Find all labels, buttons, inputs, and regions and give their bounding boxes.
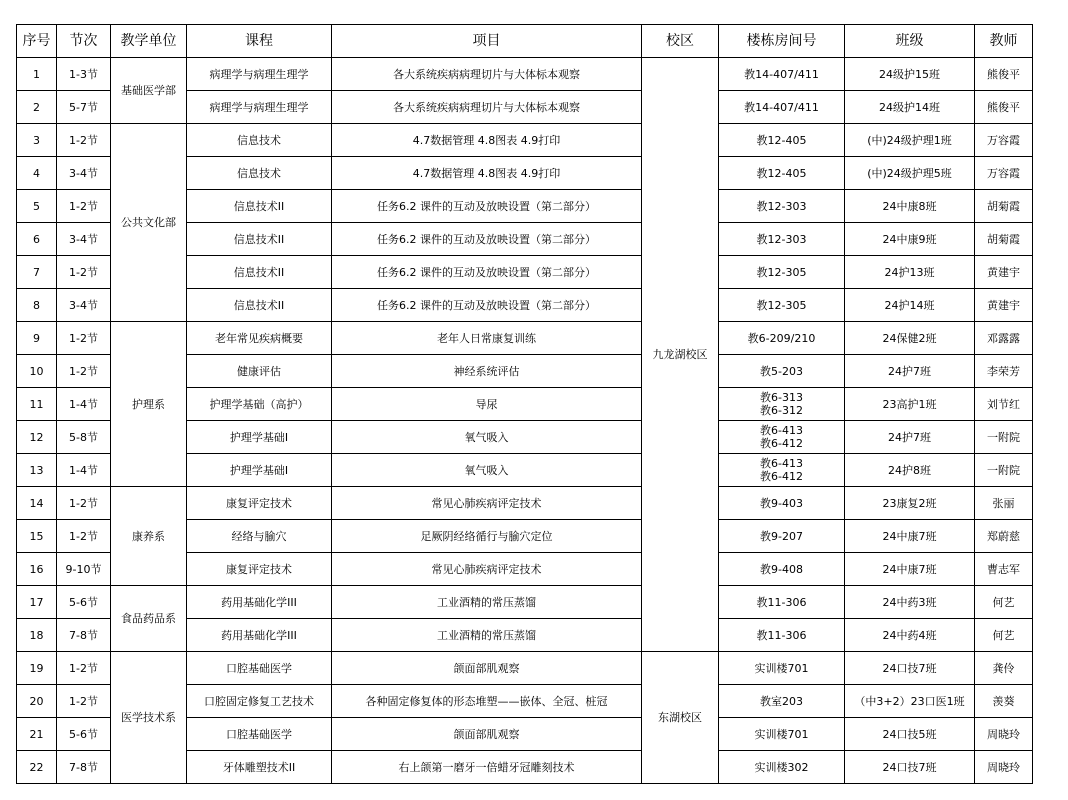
row-item: 任务6.2 课件的互动及放映设置（第二部分） [332, 190, 642, 223]
row-jie: 3-4节 [57, 157, 111, 190]
row-teacher: 胡菊霞 [975, 223, 1033, 256]
header-cell-class: 班级 [845, 25, 975, 58]
row-jie: 5-7节 [57, 91, 111, 124]
header-cell-teacher: 教师 [975, 25, 1033, 58]
row-class: 24中康7班 [845, 553, 975, 586]
row-item: 任务6.2 课件的互动及放映设置（第二部分） [332, 223, 642, 256]
row-course: 病理学与病理生理学 [187, 58, 332, 91]
header-cell-no: 序号 [17, 25, 57, 58]
table-row [17, 58, 1033, 91]
row-jie: 5-6节 [57, 718, 111, 751]
row-teacher: 一附院 [975, 421, 1033, 454]
row-item: 常见心肺疾病评定技术 [332, 553, 642, 586]
row-teacher: 李荣芳 [975, 355, 1033, 388]
row-room [719, 388, 845, 421]
table-row [17, 124, 1033, 157]
row-no: 11 [17, 388, 57, 421]
row-class: 24级护14班 [845, 91, 975, 124]
row-teacher: 何艺 [975, 619, 1033, 652]
row-class: 24护14班 [845, 289, 975, 322]
row-course: 老年常见疾病概要 [187, 322, 332, 355]
row-course: 信息技术II [187, 190, 332, 223]
row-unit: 康养系 [111, 487, 187, 586]
row-item: 4.7数据管理 4.8图表 4.9打印 [332, 157, 642, 190]
room-line: 教6-313 [760, 391, 803, 404]
row-no: 17 [17, 586, 57, 619]
room-line: 教6-412 [760, 470, 803, 483]
row-course: 信息技术II [187, 223, 332, 256]
row-class: 24中药4班 [845, 619, 975, 652]
row-unit: 医学技术系 [111, 652, 187, 784]
row-unit: 护理系 [111, 322, 187, 487]
row-room: 教12-405 [719, 157, 845, 190]
row-no: 5 [17, 190, 57, 223]
row-teacher: 黄建宇 [975, 289, 1033, 322]
row-no: 19 [17, 652, 57, 685]
row-course: 康复评定技术 [187, 553, 332, 586]
row-room: 教9-403 [719, 487, 845, 520]
row-no: 22 [17, 751, 57, 784]
table-row [17, 652, 1033, 685]
row-jie: 9-10节 [57, 553, 111, 586]
row-no: 15 [17, 520, 57, 553]
row-teacher: 张丽 [975, 487, 1033, 520]
row-unit: 食品药品系 [111, 586, 187, 652]
row-course: 药用基础化学III [187, 586, 332, 619]
row-jie: 1-3节 [57, 58, 111, 91]
row-item: 老年人日常康复训练 [332, 322, 642, 355]
row-no: 14 [17, 487, 57, 520]
row-unit: 公共文化部 [111, 124, 187, 322]
row-teacher: 黄建宇 [975, 256, 1033, 289]
row-teacher: 胡菊霞 [975, 190, 1033, 223]
header-cell-jie: 节次 [57, 25, 111, 58]
row-item: 各种固定修复体的形态堆塑——嵌体、全冠、桩冠 [332, 685, 642, 718]
room-line: 教6-412 [760, 437, 803, 450]
row-class: (中)24级护理1班 [845, 124, 975, 157]
row-room: 教9-207 [719, 520, 845, 553]
row-item: 颌面部肌观察 [332, 652, 642, 685]
row-room [719, 421, 845, 454]
row-item: 各大系统疾病病理切片与大体标本观察 [332, 58, 642, 91]
row-class: 24中康9班 [845, 223, 975, 256]
row-room: 实训楼701 [719, 718, 845, 751]
table-row [17, 322, 1033, 355]
row-room: 教11-306 [719, 586, 845, 619]
row-course: 护理学基础I [187, 454, 332, 487]
row-jie: 1-2节 [57, 355, 111, 388]
row-no: 13 [17, 454, 57, 487]
row-teacher: 郑蔚慈 [975, 520, 1033, 553]
row-no: 18 [17, 619, 57, 652]
row-jie: 1-2节 [57, 190, 111, 223]
row-jie: 7-8节 [57, 751, 111, 784]
row-class: 24口技5班 [845, 718, 975, 751]
row-room: 教14-407/411 [719, 91, 845, 124]
row-item: 任务6.2 课件的互动及放映设置（第二部分） [332, 289, 642, 322]
row-class: 24护13班 [845, 256, 975, 289]
row-teacher: 龚伶 [975, 652, 1033, 685]
row-class: 24保健2班 [845, 322, 975, 355]
row-room: 教9-408 [719, 553, 845, 586]
row-no: 3 [17, 124, 57, 157]
row-no: 1 [17, 58, 57, 91]
row-class: （中3+2）23口医1班 [845, 685, 975, 718]
row-teacher: 羡葵 [975, 685, 1033, 718]
row-room: 教5-203 [719, 355, 845, 388]
row-item: 常见心肺疾病评定技术 [332, 487, 642, 520]
row-item: 右上颌第一磨牙一倍蜡牙冠雕刻技术 [332, 751, 642, 784]
row-teacher: 熊俊平 [975, 58, 1033, 91]
row-campus: 九龙湖校区 [642, 58, 719, 652]
table-row [17, 487, 1033, 520]
row-jie: 1-2节 [57, 487, 111, 520]
row-class: 24护7班 [845, 355, 975, 388]
row-class: 23康复2班 [845, 487, 975, 520]
row-item: 氧气吸入 [332, 454, 642, 487]
row-course: 信息技术II [187, 289, 332, 322]
row-course: 护理学基础（高护） [187, 388, 332, 421]
row-jie: 3-4节 [57, 223, 111, 256]
row-no: 2 [17, 91, 57, 124]
row-item: 工业酒精的常压蒸馏 [332, 619, 642, 652]
row-teacher: 万容霞 [975, 124, 1033, 157]
row-item: 氧气吸入 [332, 421, 642, 454]
row-course: 健康评估 [187, 355, 332, 388]
row-course: 康复评定技术 [187, 487, 332, 520]
row-room: 实训楼701 [719, 652, 845, 685]
row-teacher: 周晓玲 [975, 718, 1033, 751]
row-jie: 5-6节 [57, 586, 111, 619]
row-class: 24中药3班 [845, 586, 975, 619]
header-cell-course: 课程 [187, 25, 332, 58]
row-unit: 基础医学部 [111, 58, 187, 124]
row-teacher: 熊俊平 [975, 91, 1033, 124]
header-row [17, 25, 1033, 58]
row-no: 7 [17, 256, 57, 289]
row-course: 口腔固定修复工艺技术 [187, 685, 332, 718]
row-item: 4.7数据管理 4.8图表 4.9打印 [332, 124, 642, 157]
row-class: 24中康8班 [845, 190, 975, 223]
row-item: 工业酒精的常压蒸馏 [332, 586, 642, 619]
row-class: 24级护15班 [845, 58, 975, 91]
row-room: 教12-305 [719, 289, 845, 322]
row-room: 教室203 [719, 685, 845, 718]
room-line: 教6-312 [760, 404, 803, 417]
row-room: 教12-303 [719, 190, 845, 223]
header-cell-campus: 校区 [642, 25, 719, 58]
row-teacher: 邓露露 [975, 322, 1033, 355]
row-teacher: 万容霞 [975, 157, 1033, 190]
row-no: 4 [17, 157, 57, 190]
row-class: 23高护1班 [845, 388, 975, 421]
row-course: 护理学基础I [187, 421, 332, 454]
row-jie: 1-2节 [57, 520, 111, 553]
row-teacher: 周晓玲 [975, 751, 1033, 784]
row-jie: 1-2节 [57, 124, 111, 157]
row-jie: 3-4节 [57, 289, 111, 322]
row-room: 教12-305 [719, 256, 845, 289]
row-jie: 5-8节 [57, 421, 111, 454]
row-item: 任务6.2 课件的互动及放映设置（第二部分） [332, 256, 642, 289]
row-course: 病理学与病理生理学 [187, 91, 332, 124]
row-campus: 东湖校区 [642, 652, 719, 784]
row-course: 经络与腧穴 [187, 520, 332, 553]
row-jie: 1-4节 [57, 388, 111, 421]
row-room: 教6-209/210 [719, 322, 845, 355]
row-class: 24口技7班 [845, 652, 975, 685]
row-teacher: 曹志军 [975, 553, 1033, 586]
row-jie: 7-8节 [57, 619, 111, 652]
row-item: 神经系统评估 [332, 355, 642, 388]
row-teacher: 刘节红 [975, 388, 1033, 421]
row-item: 颌面部肌观察 [332, 718, 642, 751]
row-no: 8 [17, 289, 57, 322]
row-class: 24口技7班 [845, 751, 975, 784]
room-line: 教6-413 [760, 424, 803, 437]
row-room: 实训楼302 [719, 751, 845, 784]
schedule-table [16, 24, 1033, 784]
header-cell-item: 项目 [332, 25, 642, 58]
header-cell-room: 楼栋房间号 [719, 25, 845, 58]
row-course: 信息技术II [187, 256, 332, 289]
row-class: 24护8班 [845, 454, 975, 487]
row-no: 10 [17, 355, 57, 388]
header-cell-unit: 教学单位 [111, 25, 187, 58]
row-class: 24中康7班 [845, 520, 975, 553]
row-course: 牙体雕塑技术II [187, 751, 332, 784]
row-course: 信息技术 [187, 124, 332, 157]
room-line: 教6-413 [760, 457, 803, 470]
row-room: 教11-306 [719, 619, 845, 652]
row-teacher: 一附院 [975, 454, 1033, 487]
row-jie: 1-4节 [57, 454, 111, 487]
row-item: 各大系统疾病病理切片与大体标本观察 [332, 91, 642, 124]
row-no: 21 [17, 718, 57, 751]
row-no: 12 [17, 421, 57, 454]
row-room [719, 454, 845, 487]
table-row [17, 586, 1033, 619]
row-class: (中)24级护理5班 [845, 157, 975, 190]
row-room: 教12-303 [719, 223, 845, 256]
row-teacher: 何艺 [975, 586, 1033, 619]
row-course: 口腔基础医学 [187, 652, 332, 685]
row-jie: 1-2节 [57, 652, 111, 685]
row-course: 口腔基础医学 [187, 718, 332, 751]
row-no: 20 [17, 685, 57, 718]
row-item: 足厥阴经络循行与腧穴定位 [332, 520, 642, 553]
row-no: 16 [17, 553, 57, 586]
row-course: 药用基础化学III [187, 619, 332, 652]
row-jie: 1-2节 [57, 322, 111, 355]
row-room: 教14-407/411 [719, 58, 845, 91]
row-class: 24护7班 [845, 421, 975, 454]
row-item: 导尿 [332, 388, 642, 421]
row-jie: 1-2节 [57, 685, 111, 718]
row-room: 教12-405 [719, 124, 845, 157]
row-course: 信息技术 [187, 157, 332, 190]
row-jie: 1-2节 [57, 256, 111, 289]
row-no: 6 [17, 223, 57, 256]
row-no: 9 [17, 322, 57, 355]
